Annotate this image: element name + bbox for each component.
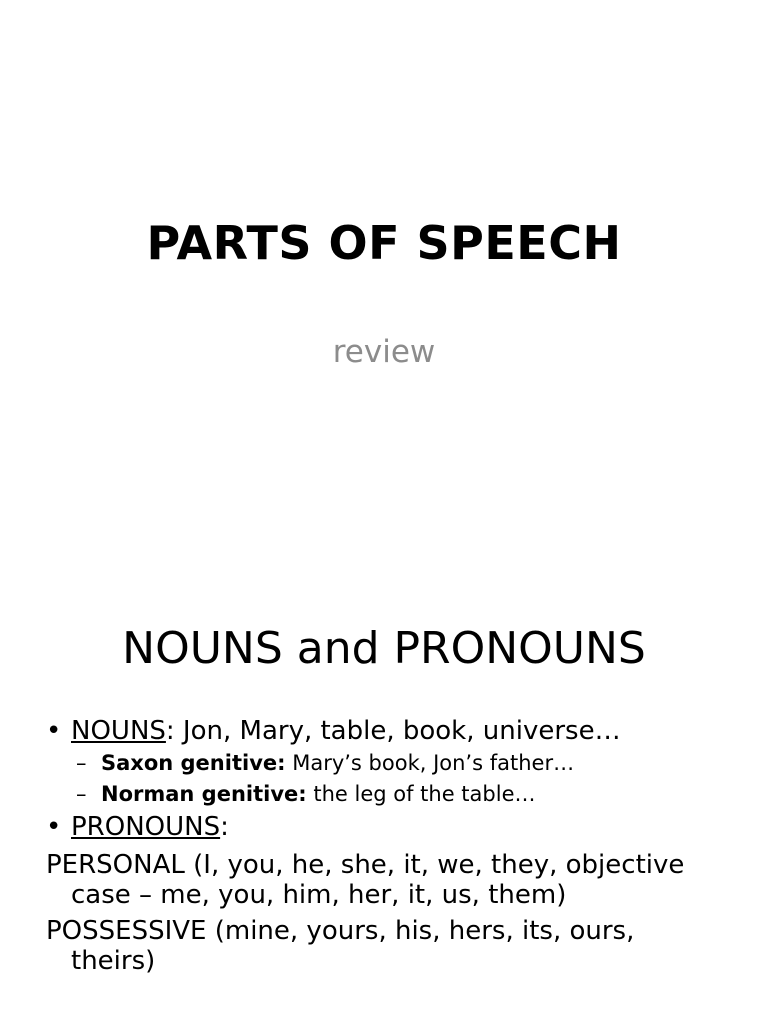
bullet-marker: • bbox=[46, 716, 62, 746]
pronouns-bullet-item bbox=[46, 810, 746, 844]
dash-marker: – bbox=[76, 782, 87, 806]
slide-2 bbox=[0, 576, 768, 1024]
saxon-genitive-term: Saxon genitive: bbox=[101, 751, 286, 775]
norman-genitive-example: the leg of the table… bbox=[306, 782, 536, 806]
slide-body bbox=[46, 714, 746, 976]
dash-marker: – bbox=[76, 751, 87, 775]
nouns-bullet-item bbox=[46, 714, 746, 748]
nouns-term: NOUNS bbox=[71, 716, 166, 746]
saxon-genitive-example: Mary’s book, Jon’s father… bbox=[285, 751, 575, 775]
bullet-marker: • bbox=[46, 812, 62, 842]
pronouns-term: PRONOUNS bbox=[71, 812, 221, 842]
possessive-pronouns-paragraph: POSSESSIVE (mine, yours, his, hers, its, ours, theirs) bbox=[46, 916, 635, 976]
saxon-genitive-item bbox=[46, 748, 746, 779]
slide-title: PARTS OF SPEECH bbox=[146, 216, 622, 270]
pronouns-colon: : bbox=[220, 812, 229, 842]
slide-subtitle: review bbox=[332, 334, 436, 370]
personal-pronouns-paragraph: PERSONAL (I, you, he, she, it, we, they, objective case – me, you, him, her, it, us, them) bbox=[46, 850, 685, 910]
slide-title: NOUNS and PRONOUNS bbox=[122, 623, 646, 674]
nouns-examples: : Jon, Mary, table, book, universe… bbox=[165, 716, 621, 746]
norman-genitive-term: Norman genitive: bbox=[101, 782, 307, 806]
norman-genitive-item bbox=[46, 779, 746, 810]
